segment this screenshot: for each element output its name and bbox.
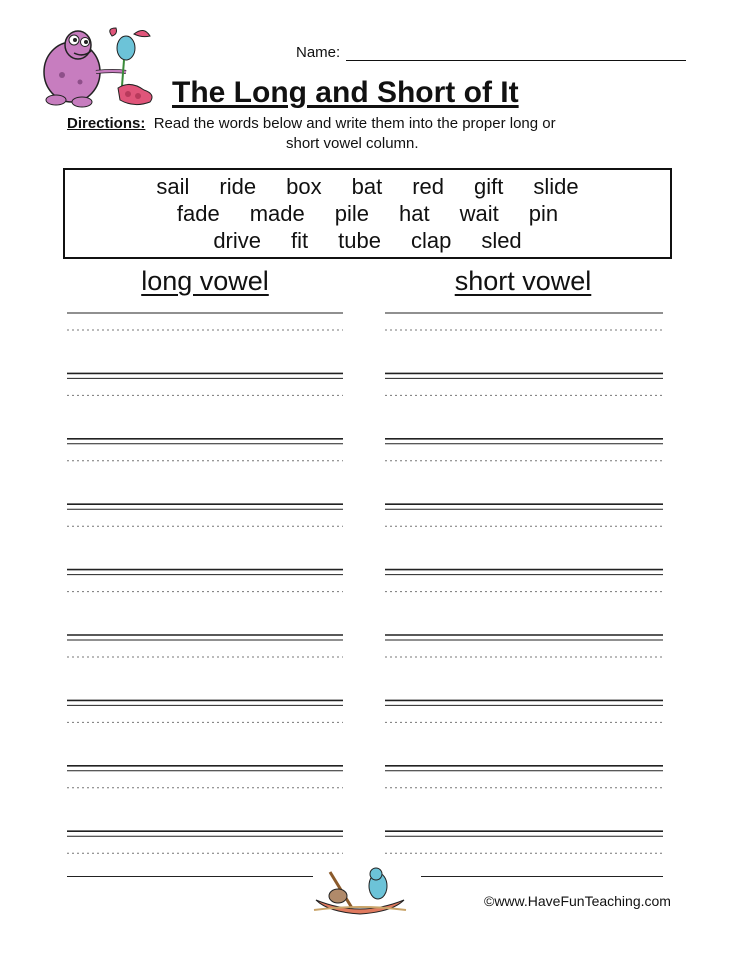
word: sled [481,228,522,253]
word: hat [399,201,430,226]
directions-text-line2: short vowel column. [286,135,419,152]
long-vowel-heading: long vowel [141,266,269,296]
page-title: The Long and Short of It [172,76,519,109]
name-label: Name: [296,44,341,61]
word: bat [351,174,383,199]
word: clap [410,228,452,253]
directions-text-line1: Read the words below and write them into the proper long or [153,115,556,132]
word: fit [291,228,309,253]
writing-line-short-last[interactable] [421,876,663,877]
word: red [412,174,444,199]
word: made [249,201,305,226]
word: pin [528,201,559,226]
word: sail [156,174,190,199]
word: tube [338,228,381,253]
directions-label: Directions: [67,115,146,132]
word: wait [459,201,499,226]
word: fade [176,201,220,226]
word: ride [219,174,257,199]
word: drive [213,228,261,253]
word: pile [334,201,370,226]
monster-in-canoe-icon [312,860,408,920]
copyright-footer: ©www.HaveFunTeaching.com [484,893,671,909]
word: gift [473,174,504,199]
word: box [286,174,322,199]
writing-line-long-last[interactable] [67,876,313,877]
word: slide [533,174,579,199]
short-vowel-heading: short vowel [454,266,592,296]
